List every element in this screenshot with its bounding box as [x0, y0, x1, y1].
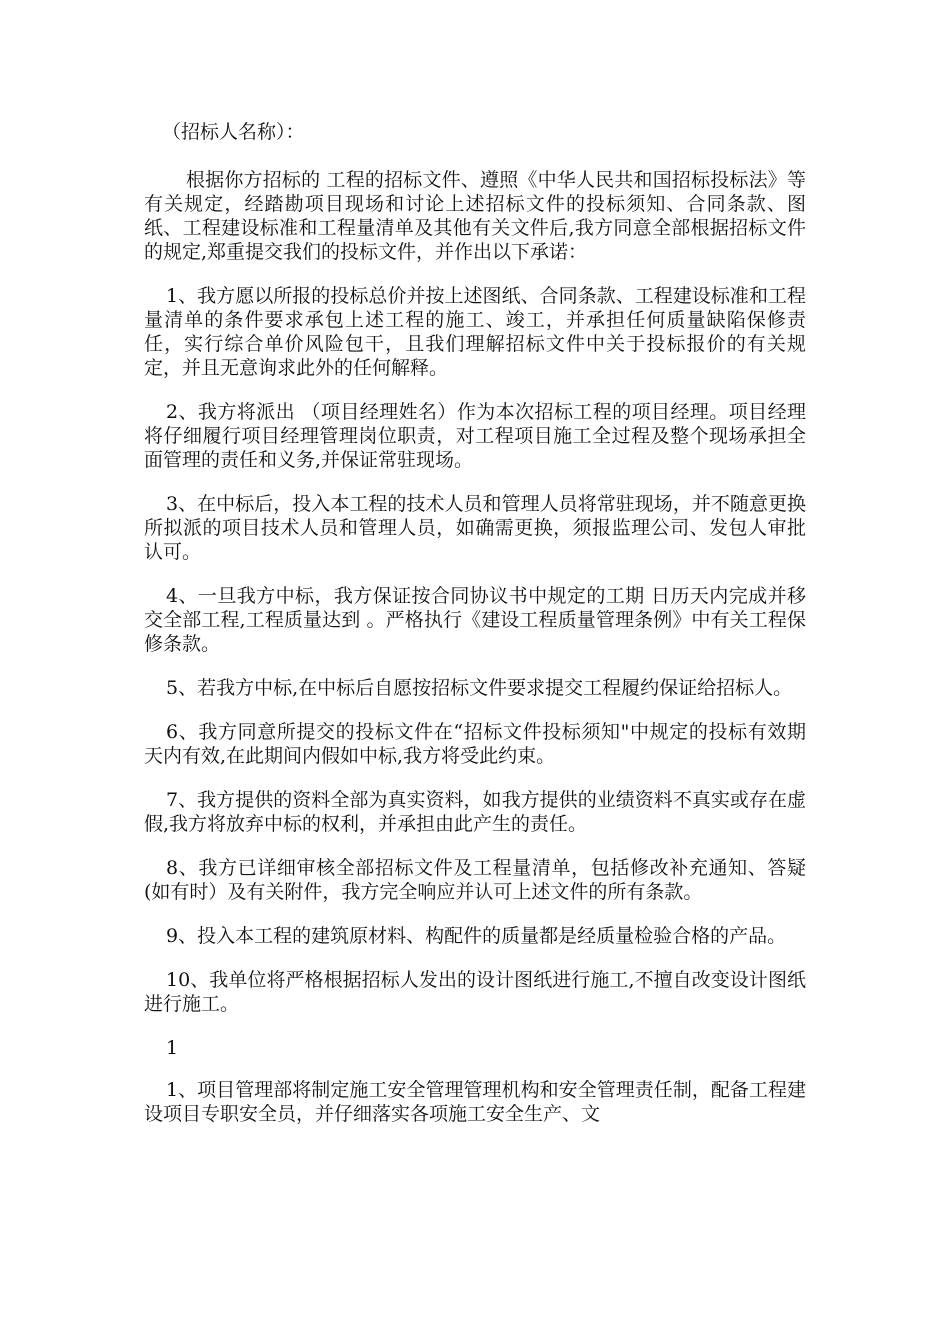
commitment-item-1: 1、我方愿以所报的投标总价并按上述图纸、合同条款、工程建设标准和工程量清单的条件要求承包上述工程的施工、竣工，并承担任何质量缺陷保修责任，实行综合单价风险包干，且我们理解招标文件中关于投标报价的有关规定，并且无意询求此外的任何解释。 — [144, 285, 806, 379]
commitment-item-4: 4、一旦我方中标，我方保证按合同协议书中规定的工期 日历天内完成并移交全部工程,工程质量达到 。严格执行《建设工程质量管理条例》中有关工程保修条款。 — [144, 585, 806, 655]
commitment-item-6: 6、我方同意所提交的投标文件在“招标文件投标须知"中规定的投标有效期 天内有效,在此期间内假如中标,我方将受此约束。 — [144, 721, 806, 767]
document-page — [144, 120, 806, 1146]
salutation: （招标人名称）： — [162, 121, 305, 143]
commitment-item-5: 5、若我方中标,在中标后自愿按招标文件要求提交工程履约保证给招标人。 — [166, 677, 793, 699]
commitment-item-10: 10、我单位将严格根据招标人发出的设计图纸进行施工,不擅自改变设计图纸进行施工。 — [144, 969, 806, 1015]
page-number: 1 — [166, 1037, 179, 1059]
commitment-item-8: 8、我方已详细审核全部招标文件及工程量清单，包括修改补充通知、答疑(如有时）及有关附件，我方完全响应并认可上述文件的所有条款。 — [144, 857, 806, 903]
safety-item-1: 1、项目管理部将制定施工安全管理管理机构和安全管理责任制，配备工程建设项目专职安全员，并仔细落实各项施工安全生产、文 — [144, 1079, 806, 1125]
commitment-item-2: 2、我方将派出 （项目经理姓名）作为本次招标工程的项目经理。项目经理将仔细履行项目经理管理岗位职责，对工程项目施工全过程及整个现场承担全面管理的责任和义务,并保证常驻现场。 — [144, 401, 806, 471]
commitment-item-7: 7、我方提供的资料全部为真实资料，如我方提供的业绩资料不真实或存在虚假,我方将放弃中标的权利，并承担由此产生的责任。 — [144, 789, 806, 835]
commitment-item-9: 9、投入本工程的建筑原材料、构配件的质量都是经质量检验合格的产品。 — [166, 925, 787, 947]
intro-paragraph: 根据你方招标的 工程的招标文件、遵照《中华人民共和国招标投标法》等有关规定，经踏勘项目现场和讨论上述招标文件的投标须知、合同条款、图纸、工程建设标准和工程量清单及其他有关文件后,我方同意全部根据招标文件的规定,郑重提交我们的投标文件，并作出以下承诺： — [144, 169, 806, 263]
commitment-item-3: 3、在中标后，投入本工程的技术人员和管理人员将常驻现场，并不随意更换所拟派的项目技术人员和管理人员，如确需更换，须报监理公司、发包人审批认可。 — [144, 493, 806, 563]
